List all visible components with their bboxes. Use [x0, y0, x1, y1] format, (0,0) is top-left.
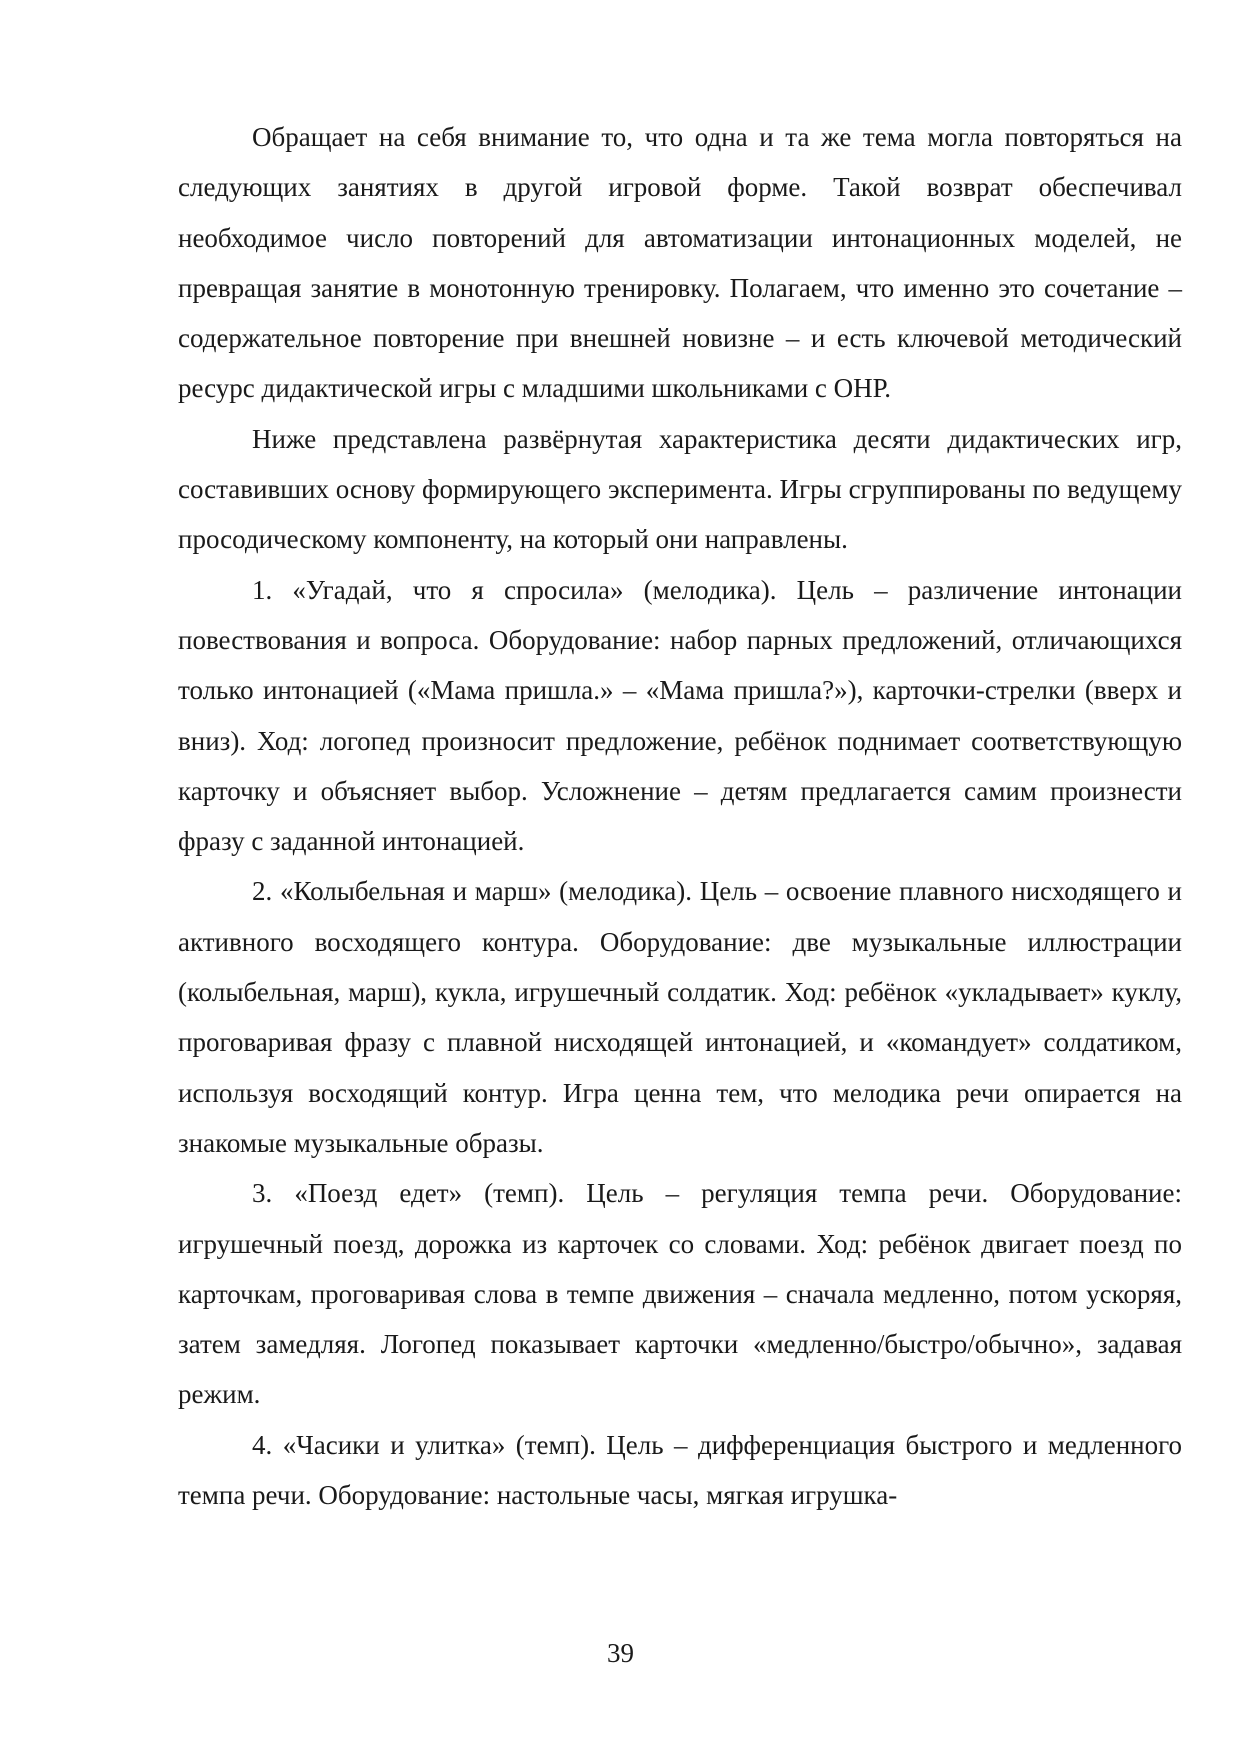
paragraph-game-3: 3. «Поезд едет» (темп). Цель – регуляция темпа речи. Оборудование: игрушечный поезд, дорожка из карточек со словами. Ход: ребёнок двигает поезд по карточкам, проговаривая слова в темпе движения – сначала медленно, потом ускоряя, затем замедляя. Логопед показывает карточки «медленно/быстро/обычно», задавая режим. [178, 1178, 1182, 1410]
page-number: 39 [607, 1638, 634, 1668]
paragraph-repetition: Обращает на себя внимание то, что одна и та же тема могла повторяться на следующих занятиях в другой игровой форме. Такой возврат обеспечивал необходимое число повторений для автоматизации интонационных моделей, не превращая занятие в монотонную тренировку. Полагаем, что именно это сочетание – содержательное повторение при внешней новизне – и есть ключевой методический ресурс дидактической игры с младшими школьниками с ОНР. [178, 122, 1182, 404]
paragraph-game-1: 1. «Угадай, что я спросила» (мелодика). Цель – различение интонации повествования и вопроса. Оборудование: набор парных предложений, отличающихся только интонацией («Мама пришла.» – «Мама пришла?»), карточки-стрелки (вверх и вниз). Ход: логопед произносит предложение, ребёнок поднимает соответствующую карточку и объясняет выбор. Усложнение – детям предлагается самим произнести фразу с заданной интонацией. [178, 574, 1182, 857]
body-text [178, 112, 1182, 1520]
paragraph-game-4: 4. «Часики и улитка» (темп). Цель – дифференциация быстрого и медленного темпа речи. Оборудование: настольные часы, мягкая игрушка- [178, 1429, 1182, 1511]
paragraph-games-intro: Ниже представлена развёрнутая характеристика десяти дидактических игр, составивших основу формирующего эксперимента. Игры сгруппированы по ведущему просодическому компоненту, на который они направлены. [178, 423, 1182, 555]
paragraph-game-2: 2. «Колыбельная и марш» (мелодика). Цель – освоение плавного нисходящего и активного восходящего контура. Оборудование: две музыкальные иллюстрации (колыбельная, марш), кукла, игрушечный солдатик. Ход: ребёнок «укладывает» куклу, проговаривая фразу с плавной нисходящей интонацией, и «командует» солдатиком, используя восходящий контур. Игра ценна тем, что мелодика речи опирается на знакомые музыкальные образы. [178, 876, 1182, 1158]
